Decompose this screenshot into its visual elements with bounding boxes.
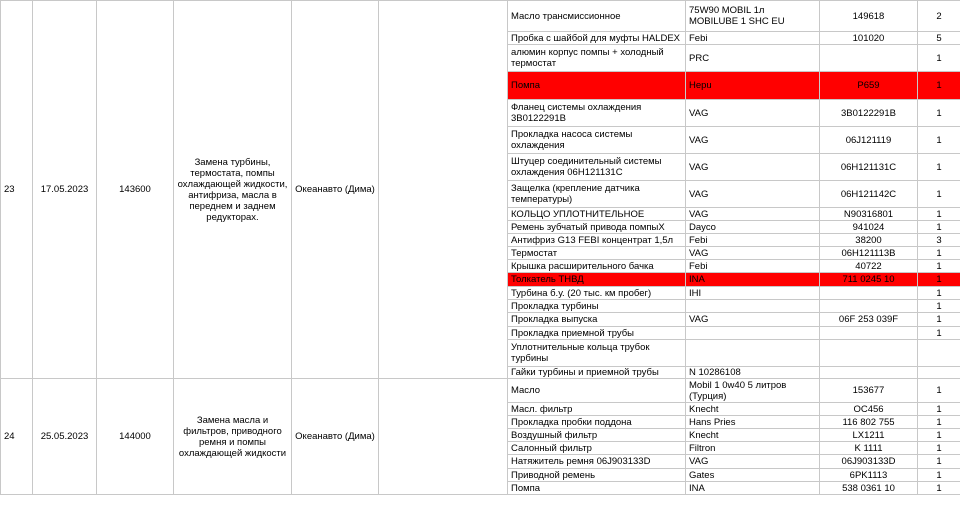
part-name: Приводной ремень xyxy=(508,469,686,482)
part-brand: 75W90 MOBIL 1л MOBILUBE 1 SHC EU xyxy=(686,1,820,32)
part-row xyxy=(1,1,960,32)
part-qty: 1 xyxy=(918,154,960,181)
part-brand xyxy=(686,340,820,367)
part-name: Прокладка выпуска xyxy=(508,313,686,327)
part-qty xyxy=(918,367,960,379)
part-code: 3B0122291B xyxy=(820,100,918,127)
part-code: 06J121119 xyxy=(820,127,918,154)
part-name: Пробка с шайбой для муфты HALDEX xyxy=(508,32,686,45)
part-name: Толкатель ТНВД xyxy=(508,273,686,287)
part-brand: INA xyxy=(686,273,820,287)
part-qty: 1 xyxy=(918,260,960,273)
part-name: Защелка (крепление датчика температуры) xyxy=(508,181,686,208)
part-brand: Febi xyxy=(686,260,820,273)
part-brand: Febi xyxy=(686,32,820,45)
part-name: Термостат xyxy=(508,247,686,260)
part-name: Прокладка приемной трубы xyxy=(508,327,686,340)
part-name: Антифриз G13 FEBI концентрат 1,5л xyxy=(508,234,686,247)
part-brand: INA xyxy=(686,482,820,495)
part-row xyxy=(1,379,960,403)
part-qty: 1 xyxy=(918,100,960,127)
part-code: N90316801 xyxy=(820,208,918,221)
part-brand: Mobil 1 0w40 5 литров (Турция) xyxy=(686,379,820,403)
part-brand: VAG xyxy=(686,127,820,154)
part-name: Масло xyxy=(508,379,686,403)
part-brand: PRC xyxy=(686,45,820,72)
part-name: Ремень зубчатый привода помпыХ xyxy=(508,221,686,234)
part-name: КОЛЬЦО УПЛОТНИТЕЛЬНОЕ xyxy=(508,208,686,221)
part-code: 40722 xyxy=(820,260,918,273)
part-name: Масло трансмиссионное xyxy=(508,1,686,32)
part-code: 711 0245 10 xyxy=(820,273,918,287)
part-qty: 5 xyxy=(918,32,960,45)
part-qty: 1 xyxy=(918,181,960,208)
part-brand xyxy=(686,300,820,313)
part-name: Гайки турбины и приемной трубы xyxy=(508,367,686,379)
part-qty: 1 xyxy=(918,127,960,154)
part-code: 06F 253 039F xyxy=(820,313,918,327)
part-name: Крышка расширительного бачка xyxy=(508,260,686,273)
part-qty: 1 xyxy=(918,45,960,72)
part-name: Прокладка турбины xyxy=(508,300,686,313)
part-qty: 1 xyxy=(918,455,960,469)
part-brand: VAG xyxy=(686,208,820,221)
part-qty: 1 xyxy=(918,273,960,287)
part-code: 06H121131C xyxy=(820,154,918,181)
part-name: Салонный фильтр xyxy=(508,442,686,455)
part-qty: 1 xyxy=(918,416,960,429)
part-code xyxy=(820,287,918,300)
part-qty: 1 xyxy=(918,72,960,100)
part-code: LX1211 xyxy=(820,429,918,442)
record-mileage: 143600 xyxy=(97,1,174,379)
part-qty: 1 xyxy=(918,247,960,260)
part-qty: 1 xyxy=(918,327,960,340)
part-code: 101020 xyxy=(820,32,918,45)
part-code xyxy=(820,300,918,313)
record-number: 24 xyxy=(1,379,33,495)
record-mileage: 144000 xyxy=(97,379,174,495)
part-code xyxy=(820,327,918,340)
part-qty: 1 xyxy=(918,379,960,403)
part-name: Фланец системы охлаждения 3B0122291B xyxy=(508,100,686,127)
record-description: Замена турбины, термостата, помпы охлаждающей жидкости, антифриза, масла в переднем и заднем редукторах. xyxy=(174,1,292,379)
part-code: OC456 xyxy=(820,403,918,416)
part-code: 116 802 755 xyxy=(820,416,918,429)
part-brand: Knecht xyxy=(686,403,820,416)
part-code: 153677 xyxy=(820,379,918,403)
part-qty: 1 xyxy=(918,469,960,482)
part-code: P659 xyxy=(820,72,918,100)
part-name: Натяжитель ремня 06J903133D xyxy=(508,455,686,469)
part-brand: VAG xyxy=(686,455,820,469)
part-brand: VAG xyxy=(686,181,820,208)
part-brand: Knecht xyxy=(686,429,820,442)
part-code: 06H121113B xyxy=(820,247,918,260)
part-brand: Febi xyxy=(686,234,820,247)
part-code: 149618 xyxy=(820,1,918,32)
part-brand: N 10286108 xyxy=(686,367,820,379)
part-qty: 1 xyxy=(918,208,960,221)
record-number: 23 xyxy=(1,1,33,379)
part-brand: Dayco xyxy=(686,221,820,234)
part-brand: Hepu xyxy=(686,72,820,100)
part-qty: 1 xyxy=(918,442,960,455)
part-code xyxy=(820,340,918,367)
record-spacer xyxy=(379,1,508,379)
part-code: 941024 xyxy=(820,221,918,234)
part-name: Помпа xyxy=(508,72,686,100)
part-brand: VAG xyxy=(686,154,820,181)
part-qty: 1 xyxy=(918,300,960,313)
part-brand: Hans Pries xyxy=(686,416,820,429)
record-spacer xyxy=(379,379,508,495)
part-name: Штуцер соединительный системы охлаждения 06H121131C xyxy=(508,154,686,181)
part-name: Масл. фильтр xyxy=(508,403,686,416)
part-brand: VAG xyxy=(686,247,820,260)
part-brand: VAG xyxy=(686,100,820,127)
part-name: Прокладка насоса системы охлаждения xyxy=(508,127,686,154)
part-qty: 1 xyxy=(918,313,960,327)
record-service: Океанавто (Дима) xyxy=(292,1,379,379)
part-name: Турбина б.у. (20 тыс. км пробег) xyxy=(508,287,686,300)
part-brand: VAG xyxy=(686,313,820,327)
part-qty: 1 xyxy=(918,221,960,234)
part-qty: 2 xyxy=(918,1,960,32)
part-name: алюмин корпус помпы + холодный термостат xyxy=(508,45,686,72)
part-code: 6PK1113 xyxy=(820,469,918,482)
part-name: Воздушный фильтр xyxy=(508,429,686,442)
part-code: 38200 xyxy=(820,234,918,247)
record-date: 17.05.2023 xyxy=(33,1,97,379)
record-date: 25.05.2023 xyxy=(33,379,97,495)
part-qty: 3 xyxy=(918,234,960,247)
part-code: 538 0361 10 xyxy=(820,482,918,495)
part-qty: 1 xyxy=(918,403,960,416)
part-name: Прокладка пробки поддона xyxy=(508,416,686,429)
part-qty: 1 xyxy=(918,429,960,442)
part-qty: 1 xyxy=(918,287,960,300)
part-qty xyxy=(918,340,960,367)
part-brand: Filtron xyxy=(686,442,820,455)
part-code: 06H121142C xyxy=(820,181,918,208)
part-code xyxy=(820,45,918,72)
part-name: Помпа xyxy=(508,482,686,495)
part-code: 06J903133D xyxy=(820,455,918,469)
part-name: Уплотнительные кольца трубок турбины xyxy=(508,340,686,367)
part-brand xyxy=(686,327,820,340)
part-brand: IHI xyxy=(686,287,820,300)
record-service: Океанавто (Дима) xyxy=(292,379,379,495)
part-qty: 1 xyxy=(918,482,960,495)
part-code xyxy=(820,367,918,379)
part-brand: Gates xyxy=(686,469,820,482)
part-code: K 1111 xyxy=(820,442,918,455)
record-description: Замена масла и фильтров, приводного ремня и помпы охлаждающей жидкости xyxy=(174,379,292,495)
